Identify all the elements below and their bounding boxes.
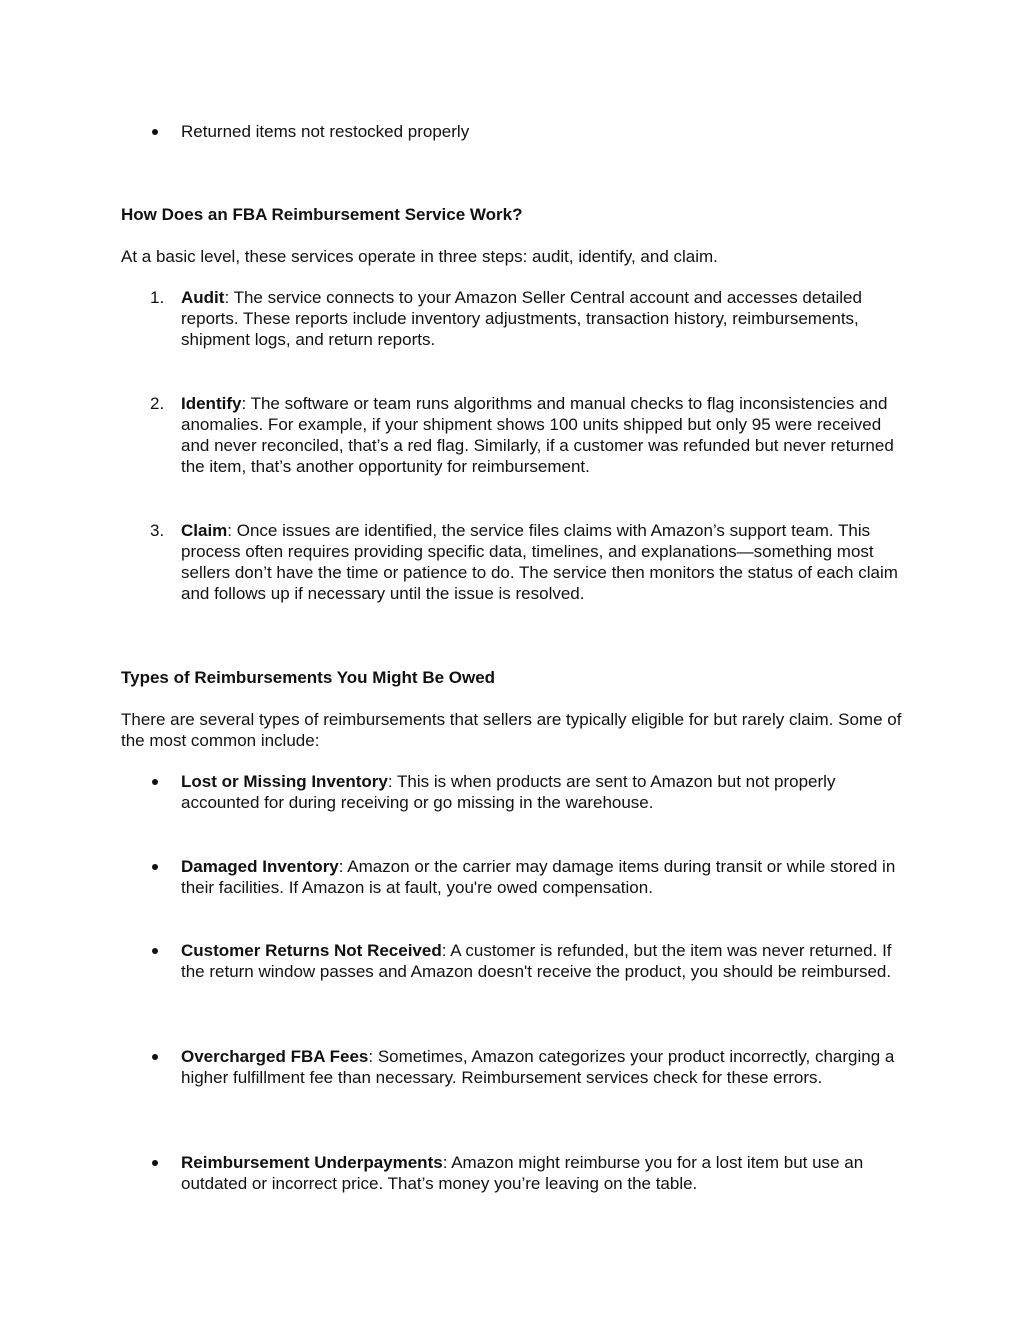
list-item-text bbox=[181, 520, 906, 604]
list-number: 3. bbox=[150, 521, 165, 540]
list-item-description: : Amazon might reimburse you for a lost item but use an outdated or incorrect price. That’s money you’re leaving on the table. bbox=[181, 1153, 864, 1193]
list-item-text bbox=[181, 940, 906, 982]
bullet-icon bbox=[152, 864, 158, 870]
list-item-term: Damaged Inventory bbox=[181, 857, 339, 876]
list-item-term: Claim bbox=[181, 521, 228, 540]
list-number: 1. bbox=[150, 288, 165, 307]
list-item-term: Lost or Missing Inventory bbox=[181, 772, 388, 791]
list-item-text bbox=[181, 771, 906, 813]
section-heading: Types of Reimbursements You Might Be Owed bbox=[121, 668, 496, 687]
bullet-icon bbox=[152, 948, 158, 954]
list-item-text bbox=[181, 287, 906, 350]
list-number: 2. bbox=[150, 394, 165, 413]
list-item-description: : The service connects to your Amazon Seller Central account and accesses detailed reports. These reports include inventory adjustments, transaction history, reimbursements, shipment logs, and return reports. bbox=[181, 288, 862, 349]
list-item-term: Audit bbox=[181, 288, 225, 307]
list-item-description: : Sometimes, Amazon categorizes your product incorrectly, charging a higher fulfillment fee than necessary. Reimbursement services check for these errors. bbox=[181, 1047, 895, 1087]
list-item-term: Customer Returns Not Received bbox=[181, 941, 442, 960]
bullet-icon bbox=[152, 1160, 158, 1166]
list-item-text bbox=[181, 1152, 906, 1194]
list-item-description: : Amazon or the carrier may damage items during transit or while stored in their facilities. If Amazon is at fault, you're owed compensation. bbox=[181, 857, 896, 897]
bullet-icon bbox=[152, 779, 158, 785]
bullet-icon bbox=[152, 129, 158, 135]
list-item-term: Identify bbox=[181, 394, 242, 413]
list-item-term: Overcharged FBA Fees bbox=[181, 1047, 369, 1066]
paragraph: There are several types of reimbursements that sellers are typically eligible for but rarely claim. Some of the most common include: bbox=[121, 710, 902, 750]
list-item-description: : The software or team runs algorithms and manual checks to flag inconsistencies and anomalies. For example, if your shipment shows 100 units shipped but only 95 were received and never reconciled, that’s a red flag. Similarly, if a customer was refunded but never returned the item, that’s another opportunity for reimbursement. bbox=[181, 394, 894, 476]
list-item-text bbox=[181, 1046, 906, 1088]
list-item-term: Reimbursement Underpayments bbox=[181, 1153, 443, 1172]
list-item-text: Returned items not restocked properly bbox=[181, 122, 470, 141]
paragraph: At a basic level, these services operate in three steps: audit, identify, and claim. bbox=[121, 247, 718, 266]
list-item-text bbox=[181, 393, 906, 477]
list-item-text bbox=[181, 856, 906, 898]
section-heading: How Does an FBA Reimbursement Service Work? bbox=[121, 205, 523, 224]
list-item-description: : Once issues are identified, the service files claims with Amazon’s support team. This process often requires providing specific data, timelines, and explanations—something most sellers don’t have the time or patience to do. The service then monitors the status of each claim and follows up if necessary until the issue is resolved. bbox=[181, 521, 898, 603]
list-item-description: : This is when products are sent to Amazon but not properly accounted for during receiving or go missing in the warehouse. bbox=[181, 772, 836, 812]
bullet-icon bbox=[152, 1054, 158, 1060]
list-item-description: : A customer is refunded, but the item was never returned. If the return window passes and Amazon doesn't receive the product, you should be reimbursed. bbox=[181, 941, 892, 981]
